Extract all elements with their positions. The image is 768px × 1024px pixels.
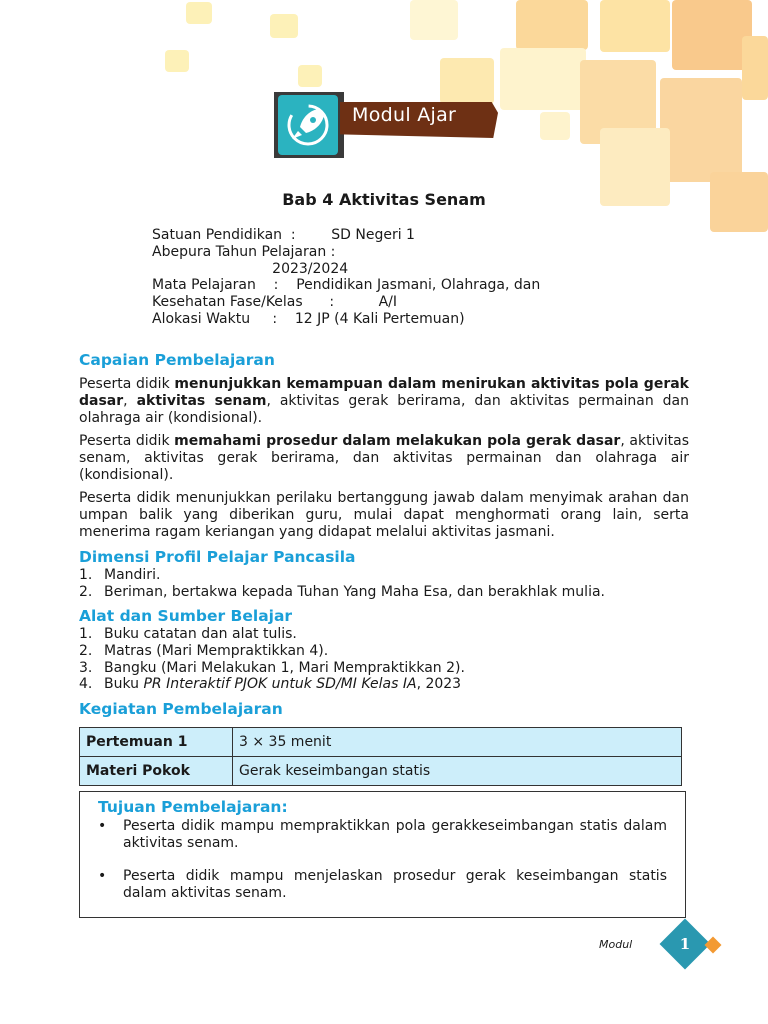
heading-capaian: Capaian Pembelajaran — [79, 351, 275, 369]
footer-label: Modul — [599, 938, 633, 951]
kegiatan-table — [79, 727, 682, 786]
table-row — [80, 757, 682, 786]
table-cell-value: 3 × 35 menit — [233, 728, 682, 757]
deco-square — [540, 112, 570, 140]
deco-square — [660, 78, 742, 182]
tujuan-box: Tujuan Pembelajaran: • Peserta didik mampu mempraktikkan pola gerakkeseimbangan statis dalam aktivitas senam. • Peserta didik mampu menjelaskan prosedur gerak keseimbangan statis dalam aktivitas senam. — [79, 791, 686, 918]
bullet-icon: • — [98, 868, 107, 884]
dimensi-list — [79, 567, 605, 601]
list-item: 3. Bangku (Mari Melakukan 1, Mari Mempraktikkan 2). — [79, 659, 465, 676]
capaian-paragraph-1: Peserta didik menunjukkan kemampuan dalam menirukan aktivitas pola gerak dasar, aktivitas senam, aktivitas gerak berirama, dan aktivitas permainan dan olahraga air (kondisional). — [79, 376, 690, 426]
alat-list — [79, 626, 465, 693]
list-item: 1. Buku catatan dan alat tulis. — [79, 626, 297, 642]
page-title: Bab 4 Aktivitas Senam — [282, 190, 486, 209]
table-cell-label: Materi Pokok — [80, 757, 233, 786]
deco-square — [410, 0, 458, 40]
deco-square — [742, 36, 768, 100]
heading-kegiatan: Kegiatan Pembelajaran — [79, 700, 283, 718]
heading-dimensi: Dimensi Profil Pelajar Pancasila — [79, 548, 356, 566]
tujuan-heading: Tujuan Pembelajaran: — [98, 798, 288, 816]
deco-square — [600, 0, 670, 52]
table-cell-label: Pertemuan 1 — [80, 728, 233, 757]
list-item: 4. Buku PR Interaktif PJOK untuk SD/MI Kelas IA, 2023 — [79, 676, 462, 693]
table-row — [80, 728, 682, 757]
deco-square — [186, 2, 212, 24]
rocket-icon — [278, 95, 338, 155]
deco-square — [165, 50, 189, 72]
table-cell-value: Gerak keseimbangan statis — [233, 757, 682, 786]
document-meta: Satuan Pendidikan : SD Negeri 1 Abepura Tahun Pelajaran : 2023/2024 Mata Pelajaran : Pendidikan Jasmani, Olahraga, dan Kesehatan Fase/Kelas : A/I Alokasi Waktu : 12 JP (4 Kali Pertemuan) — [152, 227, 541, 327]
page-number: 1 — [679, 935, 691, 953]
logo-label: Modul Ajar — [352, 104, 457, 126]
deco-square — [298, 65, 322, 87]
capaian-paragraph-2: Peserta didik memahami prosedur dalam melakukan pola gerak dasar, aktivitas senam, aktivitas gerak berirama, dan aktivitas permainan dan olahraga air (kondisional). — [79, 433, 689, 483]
deco-square — [516, 0, 588, 50]
capaian-paragraph-3: Peserta didik menunjukkan perilaku bertanggung jawab dalam menyimak arahan dan umpan balik yang diberikan guru, mulai dapat menghormati orang lain, serta menerima ragam keriangan yang didapat melalui aktivitas jasmani. — [79, 490, 689, 540]
deco-square — [500, 48, 586, 110]
bullet-icon: • — [98, 818, 107, 834]
deco-square — [270, 14, 298, 38]
modul-ajar-logo — [274, 92, 502, 158]
list-item: 2. Matras (Mari Mempraktikkan 4). — [79, 642, 329, 659]
diamond-accent-icon — [705, 937, 722, 954]
list-item: 1. Mandiri. — [79, 567, 161, 583]
heading-alat: Alat dan Sumber Belajar — [79, 607, 293, 625]
deco-square — [672, 0, 752, 70]
logo-frame — [274, 92, 344, 158]
list-item: 2. Beriman, bertakwa kepada Tuhan Yang Maha Esa, dan berakhlak mulia. — [79, 583, 605, 600]
